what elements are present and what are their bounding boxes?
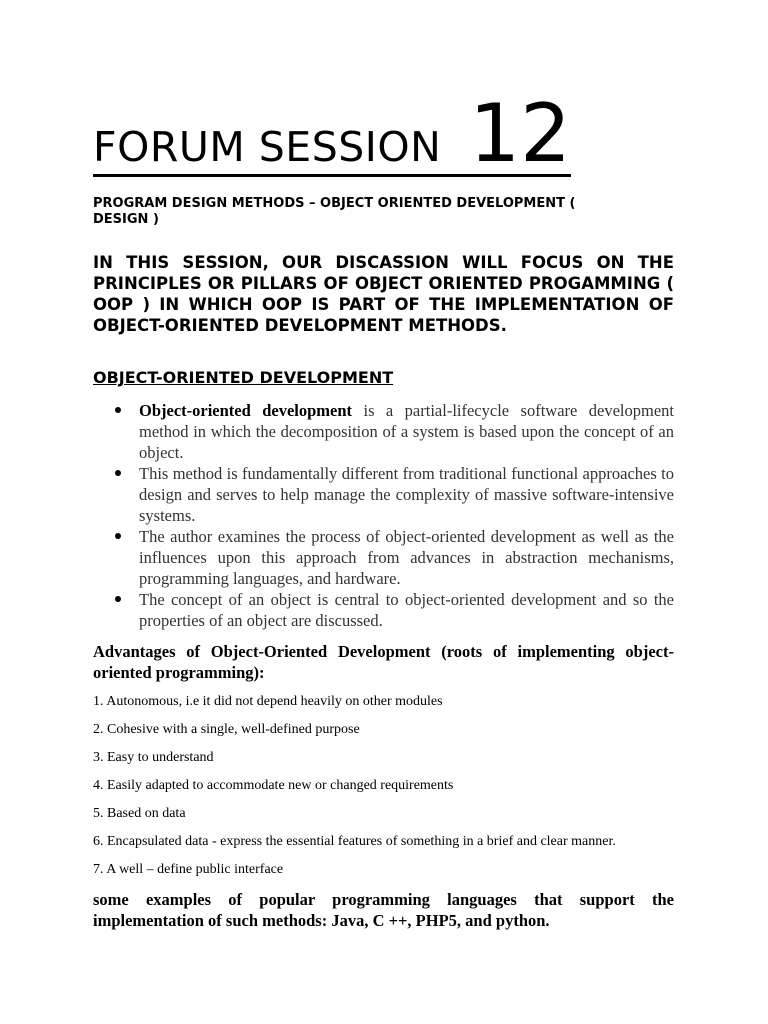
list-item bbox=[139, 526, 674, 589]
session-number: 12 bbox=[469, 87, 572, 180]
bullet-text: This method is fundamentally different from traditional functional approaches to design and serves to help manage the complexity of massive software-intensive systems. bbox=[139, 464, 674, 525]
title-text: FORUM SESSION bbox=[93, 123, 442, 171]
page-title bbox=[93, 87, 572, 180]
bullet-lead: Object-oriented development bbox=[139, 401, 353, 420]
list-item: 3. Easy to understand bbox=[93, 750, 214, 765]
closing-paragraph: some examples of popular programming languages that support the implementation of such methods: Java, C ++, PHP5, and python. bbox=[93, 890, 674, 930]
advantages-list bbox=[93, 692, 693, 888]
list-item bbox=[139, 589, 674, 631]
list-item: 1. Autonomous, i.e it did not depend heavily on other modules bbox=[93, 694, 443, 709]
intro-paragraph: IN THIS SESSION, OUR DISCASSION WILL FOCUS ON THE PRINCIPLES OR PILLARS OF OBJECT ORIENTED PROGAMMING ( OOP ) IN WHICH OOP IS PART OF THE IMPLEMENTATION OF OBJECT-ORIENTED DEVELOPMENT METHODS. bbox=[93, 253, 674, 335]
bullet-icon bbox=[115, 407, 121, 413]
advantages-heading: Advantages of Object-Oriented Development (roots of implementing object-oriented programming): bbox=[93, 642, 674, 682]
list-item: 2. Cohesive with a single, well-defined purpose bbox=[93, 722, 360, 737]
list-item bbox=[139, 463, 674, 526]
list-item: 5. Based on data bbox=[93, 806, 186, 821]
title-underline bbox=[93, 87, 572, 180]
list-item: 6. Encapsulated data - express the essential features of something in a brief and clear manner. bbox=[93, 834, 616, 849]
bullet-text: is a partial-lifecycle software development method in which the decomposition of a system is based upon the concept of an object. bbox=[139, 401, 675, 462]
list-item bbox=[139, 400, 674, 463]
subtitle: PROGRAM DESIGN METHODS – OBJECT ORIENTED DEVELOPMENT ( DESIGN ) bbox=[93, 196, 576, 227]
list-item: 4. Easily adapted to accommodate new or changed requirements bbox=[93, 778, 454, 793]
bullet-icon bbox=[115, 533, 121, 539]
bullet-text: The author examines the process of object-oriented development as well as the influences upon this approach from advances in abstraction mechanisms, programming languages, and hardware. bbox=[139, 527, 674, 588]
bullet-icon bbox=[115, 596, 121, 602]
list-item: 7. A well – define public interface bbox=[93, 862, 284, 877]
bullet-list bbox=[93, 400, 674, 631]
bullet-icon bbox=[115, 470, 121, 476]
bullet-text: The concept of an object is central to object-oriented development and so the properties of an object are discussed. bbox=[139, 590, 674, 630]
section-heading: OBJECT-ORIENTED DEVELOPMENT bbox=[93, 368, 394, 387]
